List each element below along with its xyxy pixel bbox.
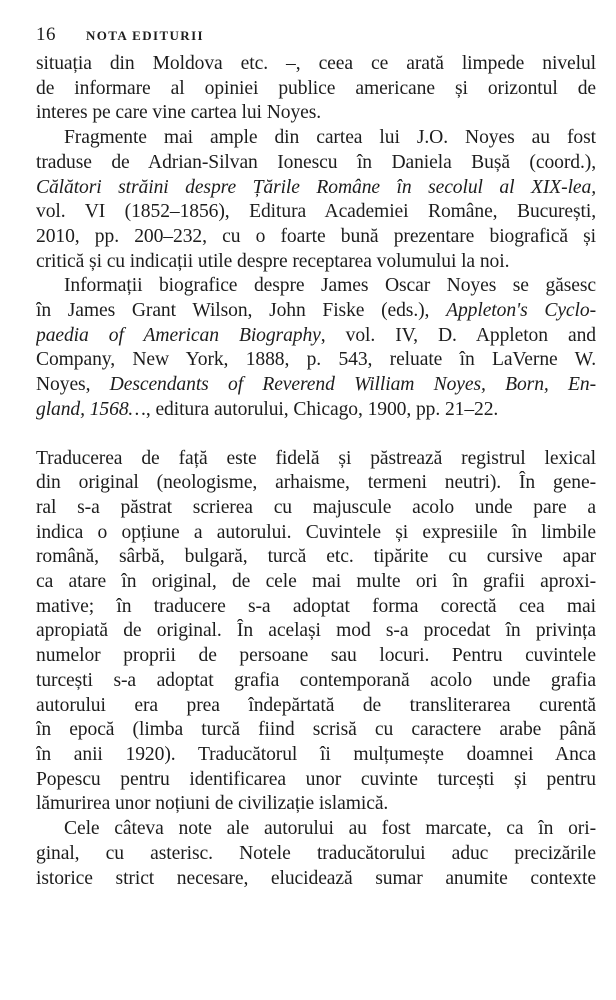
section-gap <box>36 423 596 447</box>
text-line: Fragmente mai ample din cartea lui J.O. Noyes au fost <box>64 127 596 149</box>
text-line: Noyes, Descendants of Reverend William Noyes, Born, En- <box>36 374 596 396</box>
text-line <box>36 176 596 201</box>
text-line: vol. VI (1852–1856), Editura Academiei Române, București, <box>36 201 596 223</box>
book-title-italic: Călători străini despre Țările Române în secolul al XIX-lea, <box>36 176 596 198</box>
text-line: lămurirea unor noțiuni de civilizație islamică. <box>36 793 389 815</box>
book-title-italic: gland, 1568… <box>36 398 146 420</box>
text-line: de informare al opiniei publice americane și orizontul de <box>36 77 596 99</box>
running-head <box>36 24 596 46</box>
book-title-italic: Appleton's Cyclo- <box>446 300 596 322</box>
text-line: Popescu pentru identificarea unor cuvinte turcești și pentru <box>36 768 596 790</box>
text-line: în James Grant Wilson, John Fiske (eds.), Appleton's Cyclo- <box>36 300 596 322</box>
text-line: traduse de Adrian-Silvan Ionescu în Daniela Bușă (coord.), <box>36 151 596 173</box>
text-line: Cele câteva note ale autorului au fost marcate, ca în ori- <box>64 818 596 840</box>
text-line: 2010, pp. 200–232, cu o foarte bună prezentare biografică și <box>36 225 596 247</box>
paragraph-continuation <box>36 52 596 126</box>
text-line: Traducerea de față este fidelă și păstrează registrul lexical <box>36 447 596 469</box>
paragraph-fragments <box>36 126 596 274</box>
text-line: paedia of American Biography, vol. IV, D. Appleton and <box>36 324 596 346</box>
text-line: situația din Moldova etc. –, ceea ce arată limpede nivelul <box>36 53 596 74</box>
text-line: indica o opțiune a autorului. Cuvintele și expresiile în limbile <box>36 521 596 543</box>
text-line: numelor proprii de persoane sau locuri. Pentru cuvintele <box>36 645 596 667</box>
text-line: Informații biografice despre James Oscar Noyes se găsesc <box>64 275 596 297</box>
running-title: NOTA EDITURII <box>86 28 205 43</box>
text-line: ginal, cu asterisc. Notele traducătorului aduc precizările <box>36 842 596 864</box>
text-line: ral s-a păstrat scrierea cu majuscule acolo unde pare a <box>36 496 596 518</box>
text-line: din original (neologisme, arhaisme, termeni neutri). În gene- <box>36 472 596 494</box>
text-line: română, sârbă, bulgară, turcă etc. tipărite cu cursive apar <box>36 546 596 568</box>
text-line: istorice strict necesare, elucidează sumar anumite contexte <box>36 867 596 889</box>
paragraph-translation-notes <box>36 447 596 818</box>
text-line: ca atare în original, de cele mai multe ori în grafii aproxi- <box>36 571 596 593</box>
paragraph-biography <box>36 274 596 422</box>
text-line: autorului era prea îndepărtată de transliterarea curentă <box>36 694 596 716</box>
text-line: critică și cu indicații utile despre receptarea volumului la noi. <box>36 250 510 272</box>
book-title-italic: paedia of American Biography <box>36 324 321 346</box>
text-line: gland, 1568…, editura autorului, Chicago, 1900, pp. 21–22. <box>36 398 499 420</box>
book-title-italic: Descendants of Reverend William Noyes, Born, En- <box>109 374 596 396</box>
paragraph-author-notes <box>36 817 596 891</box>
page-number: 16 <box>36 24 56 45</box>
text-line: Company, New York, 1888, p. 543, reluate în LaVerne W. <box>36 349 596 371</box>
text-line: în epocă (limba turcă fiind scrisă cu caractere arabe până <box>36 719 596 741</box>
text-line: turcești s-a adoptat grafia contemporană acolo unde grafia <box>36 669 596 691</box>
text-line: interes pe care vine cartea lui Noyes. <box>36 102 322 124</box>
text-line: apropiată de original. În același mod s-a procedat în privința <box>36 620 596 642</box>
text-line: în anii 1920). Traducătorul îi mulțumește doamnei Anca <box>36 743 596 765</box>
text-line: mative; în traducere s-a adoptat forma corectă cea mai <box>36 595 596 617</box>
